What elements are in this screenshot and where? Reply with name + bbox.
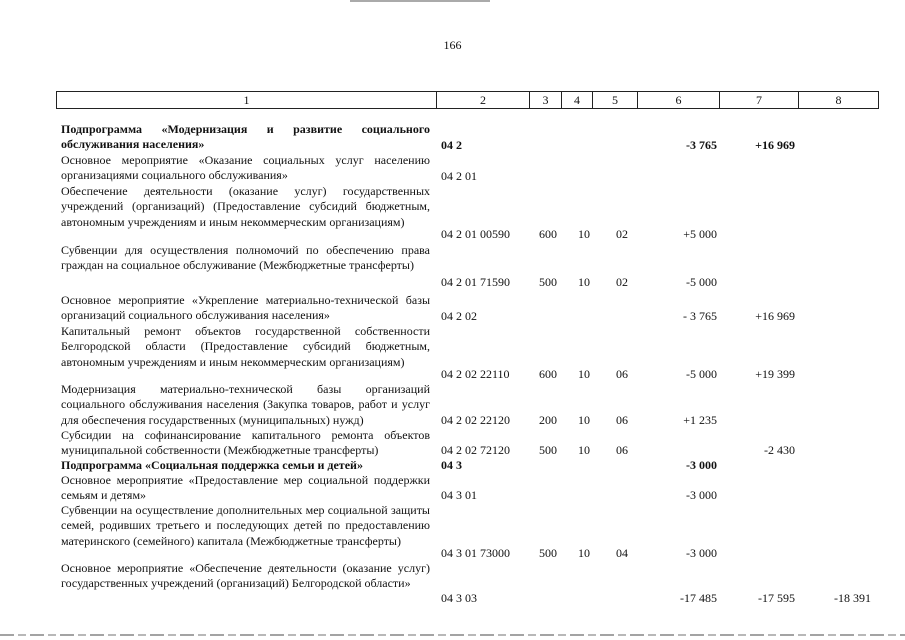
row-cs: 06 <box>616 413 628 427</box>
row-code: 04 2 01 <box>441 169 477 183</box>
row-year1: +1 235 <box>683 413 717 427</box>
table-header <box>56 91 879 109</box>
table-row <box>0 293 905 324</box>
header-col-7: 7 <box>719 92 798 108</box>
header-col-6: 6 <box>637 92 719 108</box>
row-code: 04 3 01 73000 <box>441 546 510 560</box>
row-year1: -3 000 <box>686 488 717 502</box>
row-name: Основное мероприятие «Оказание социальных услуг населению организациями социального обслуживания» <box>61 153 430 183</box>
row-code: 04 2 <box>441 138 462 152</box>
header-col-4: 4 <box>561 92 592 108</box>
row-name: Основное мероприятие «Предоставление мер социальной поддержки семьям и детям» <box>61 473 430 503</box>
table-row <box>0 473 905 503</box>
row-name: Основное мероприятие «Обеспечение деятельности (оказание услуг) государственных учреждений (организаций) Белгородской области» <box>61 561 430 591</box>
table-row <box>0 428 905 458</box>
row-rz: 500 <box>539 546 557 560</box>
table-row <box>0 153 905 184</box>
row-cs: 02 <box>616 227 628 241</box>
table-row <box>0 382 905 428</box>
row-name: Основное мероприятие «Укрепление материально-технической базы организаций социального обслуживания населения» <box>61 293 430 323</box>
row-rz: 500 <box>539 275 557 289</box>
row-name: Подпрограмма «Социальная поддержка семьи и детей» <box>61 458 363 472</box>
row-year2: +16 969 <box>755 138 795 152</box>
row-cs: 04 <box>616 546 628 560</box>
row-name: Субвенции для осуществления полномочий по обеспечению права граждан на социальное обслуживание (Межбюджетные трансферты) <box>61 243 430 273</box>
row-year2: -17 595 <box>758 591 795 605</box>
row-pr: 10 <box>578 546 590 560</box>
row-year1: -3 000 <box>686 458 717 472</box>
table-row <box>0 503 905 561</box>
row-code: 04 2 02 22120 <box>441 413 510 427</box>
row-pr: 10 <box>578 413 590 427</box>
row-year1: -17 485 <box>680 591 717 605</box>
row-rz: 600 <box>539 367 557 381</box>
row-code: 04 2 02 22110 <box>441 367 510 381</box>
header-col-8: 8 <box>798 92 878 108</box>
row-year2: -2 430 <box>764 443 795 457</box>
table-row <box>0 458 905 473</box>
row-year2: +19 399 <box>755 367 795 381</box>
row-code: 04 2 01 00590 <box>441 227 510 241</box>
top-edge-mark <box>350 0 490 2</box>
row-name: Модернизация материально-технической базы организаций социального обслуживания населения (Закупка товаров, работ и услуг для обеспечения государственных (муниципальных) нужд) <box>61 382 430 427</box>
row-pr: 10 <box>578 227 590 241</box>
header-col-2: 2 <box>436 92 529 108</box>
row-year1: +5 000 <box>683 227 717 241</box>
row-code: 04 3 <box>441 458 462 472</box>
table-row <box>0 561 905 606</box>
table-row <box>0 324 905 382</box>
row-rz: 200 <box>539 413 557 427</box>
row-year1: -5 000 <box>686 275 717 289</box>
row-pr: 10 <box>578 367 590 381</box>
row-name: Субсидии на софинансирование капитального ремонта объектов муниципальной собственности (Межбюджетные трансферты) <box>61 428 430 458</box>
table-row <box>0 184 905 242</box>
row-year1: - 3 765 <box>683 309 717 323</box>
row-year1: -3 765 <box>686 138 717 152</box>
row-name: Капитальный ремонт объектов государственной собственности Белгородской области (Предоставление субсидий бюджетным, автономным учреждениям и иным некоммерческим организациям) <box>61 324 430 369</box>
row-code: 04 2 02 <box>441 309 477 323</box>
row-name: Субвенции на осуществление дополнительных мер социальной защиты семей, родивших третьего и последующих детей по предоставлению материнского (семейного) капитала (Межбюджетные трансферты) <box>61 503 430 548</box>
header-col-1: 1 <box>243 93 250 107</box>
row-code: 04 3 01 <box>441 488 477 502</box>
row-name: Обеспечение деятельности (оказание услуг) государственных учреждений (организаций) (Предоставление субсидий бюджетным, автономным учреждениям и иным некоммерческим организациям) <box>61 184 430 229</box>
page-number: 166 <box>443 38 462 52</box>
table-row <box>0 122 905 153</box>
row-rz: 500 <box>539 443 557 457</box>
row-year1: -5 000 <box>686 367 717 381</box>
header-col-5: 5 <box>592 92 637 108</box>
row-name: Подпрограмма «Модернизация и развитие социального обслуживания населения» <box>61 122 430 152</box>
bottom-edge-mark <box>0 634 905 636</box>
row-cs: 06 <box>616 443 628 457</box>
row-pr: 10 <box>578 275 590 289</box>
row-cs: 06 <box>616 367 628 381</box>
row-code: 04 2 01 71590 <box>441 275 510 289</box>
table-row <box>0 243 905 290</box>
row-year1: -3 000 <box>686 546 717 560</box>
row-year3: -18 391 <box>834 591 871 605</box>
row-cs: 02 <box>616 275 628 289</box>
row-code: 04 3 03 <box>441 591 477 605</box>
row-code: 04 2 02 72120 <box>441 443 510 457</box>
row-rz: 600 <box>539 227 557 241</box>
header-col-3: 3 <box>529 92 561 108</box>
row-year2: +16 969 <box>755 309 795 323</box>
row-pr: 10 <box>578 443 590 457</box>
